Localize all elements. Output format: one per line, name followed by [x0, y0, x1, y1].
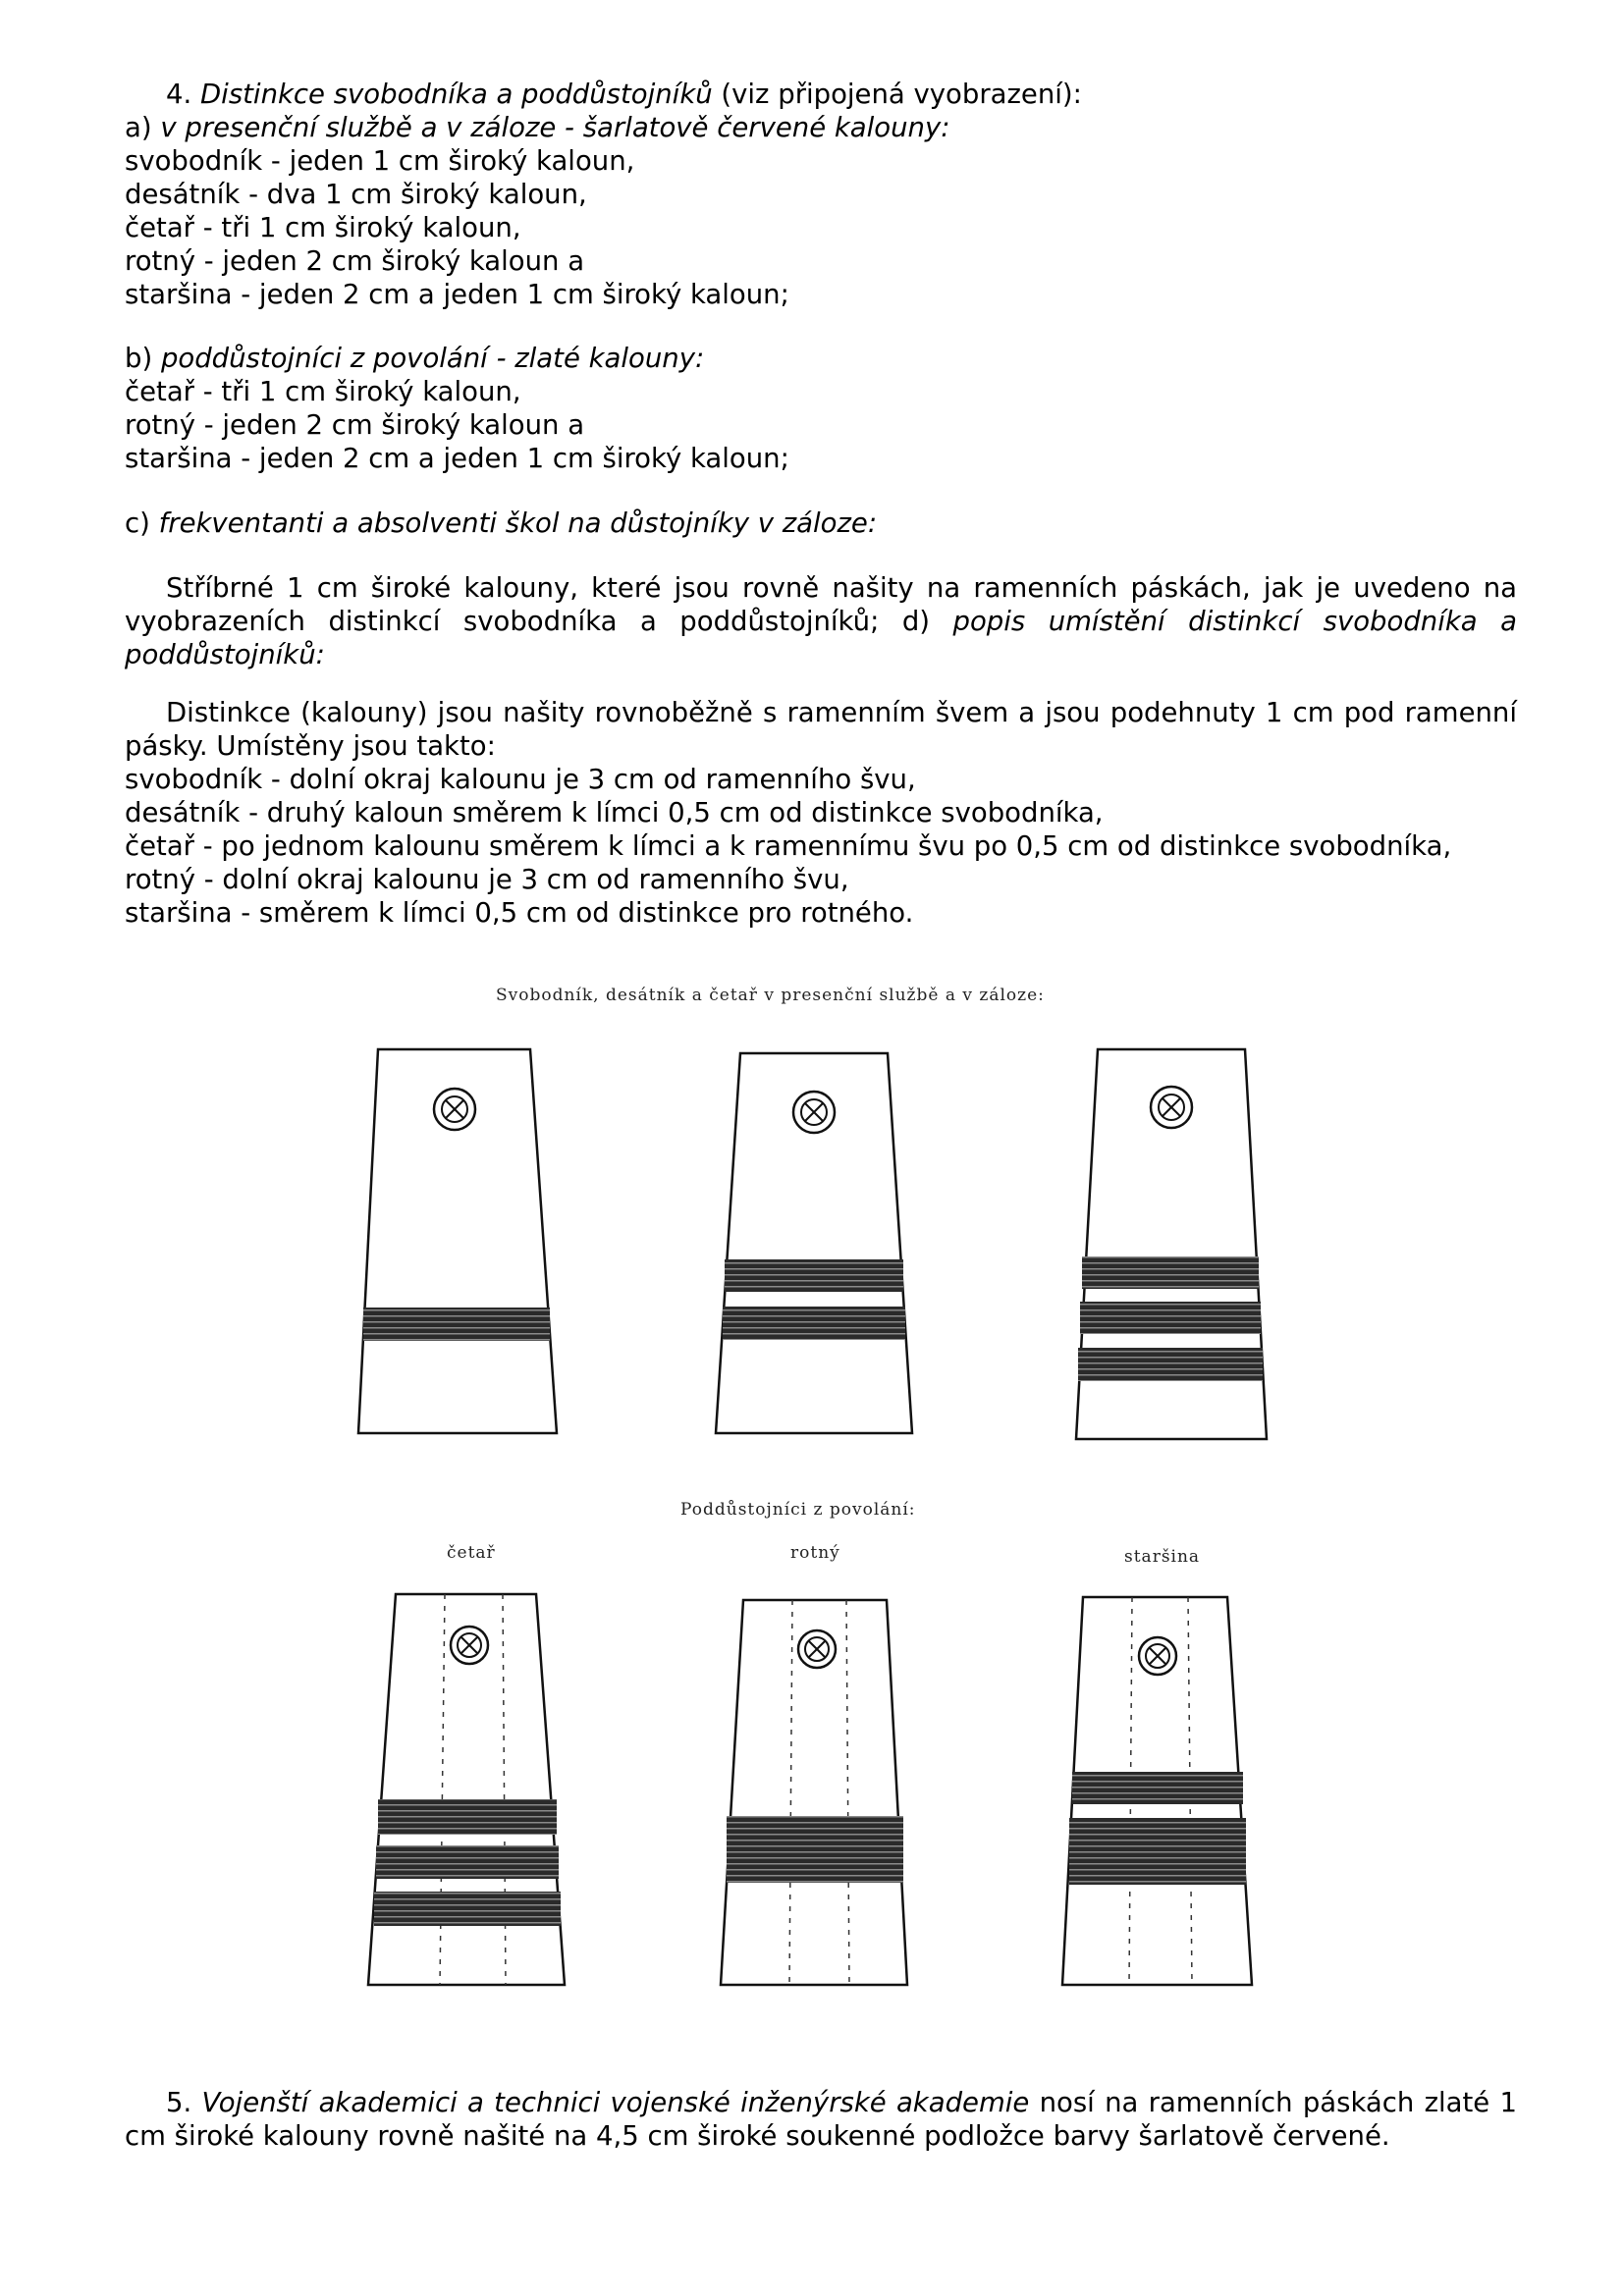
list-item: staršina - jeden 2 cm a jeden 1 cm široký kaloun;: [125, 279, 789, 310]
figure-caption-top: Svobodník, desátník a četař v presenční službě a v záloze:: [496, 986, 1045, 1005]
section-5-paragraph: 5. Vojenští akademici a technici vojenské inženýrské akademie nosí na ramenních páskách zlaté 1 cm široké kalouny rovně našité na 4,5 cm široké soukenné podložce barvy šarlatově červené.: [125, 2087, 1517, 2152]
list-item: rotný - jeden 2 cm široký kaloun a: [125, 409, 585, 441]
list-item: četař - tři 1 cm široký kaloun,: [125, 376, 521, 407]
stripe: [376, 1845, 559, 1879]
list-item: svobodník - jeden 1 cm široký kaloun,: [125, 145, 635, 177]
list-item: rotný - jeden 2 cm široký kaloun a: [125, 245, 585, 277]
list-item: staršina - jeden 2 cm a jeden 1 cm široký kaloun;: [125, 443, 789, 474]
epaulette-starsina: [1062, 1597, 1252, 1985]
section-4-heading: 4. Distinkce svobodníka a poddůstojníků (viz připojená vyobrazení):: [166, 79, 1082, 110]
stripe: [378, 1799, 557, 1835]
item-d-paragraph: Distinkce (kalouny) jsou našity rovnoběžně s ramenním švem a jsou podehnuty 1 cm pod ramenní pásky. Umístěny jsou takto:: [125, 697, 1517, 762]
button-icon: [1139, 1637, 1176, 1675]
item-c-paragraph: Stříbrné 1 cm široké kalouny, které jsou rovně našity na ramenních páskách, jak je uvedeno na vyobrazeních distinkcí svobodníka a poddůstojníků; d) popis umístění distinkcí svobodníka a poddůstojníků:: [125, 572, 1517, 670]
list-item: četař - po jednom kalounu směrem k límci a k ramennímu švu po 0,5 cm od distinkce svobodníka,: [125, 830, 1452, 862]
button-icon: [451, 1627, 488, 1664]
list-item: desátník - druhý kaloun směrem k límci 0,5 cm od distinkce svobodníka,: [125, 797, 1104, 828]
epaulette-rotny: [721, 1600, 907, 1985]
stripe: [1078, 1348, 1263, 1381]
item-b-heading: b) poddůstojníci z povolání - zlaté kalouny:: [125, 343, 705, 374]
epaulette-cetar: [1076, 1049, 1267, 1439]
stripe: [725, 1259, 903, 1292]
label-starsina: staršina: [1124, 1547, 1201, 1567]
list-item: desátník - dva 1 cm široký kaloun,: [125, 179, 587, 210]
stripe: [727, 1816, 903, 1883]
stripe: [363, 1308, 550, 1341]
stripe: [1072, 1772, 1243, 1804]
epaulette-cetar-career: [368, 1594, 565, 1985]
stripe: [1080, 1302, 1261, 1334]
epaulette-desatnik: [716, 1053, 912, 1433]
figure-caption-bottom: Poddůstojníci z povolání:: [680, 1500, 916, 1520]
list-item: četař - tři 1 cm široký kaloun,: [125, 212, 521, 243]
label-cetar: četař: [447, 1543, 496, 1563]
label-rotny: rotný: [790, 1543, 840, 1563]
stripe: [374, 1892, 561, 1926]
list-item: rotný - dolní okraj kalounu je 3 cm od ramenního švu,: [125, 864, 849, 895]
list-item: staršina - směrem k límci 0,5 cm od distinkce pro rotného.: [125, 897, 914, 929]
item-c-heading: c) frekventanti a absolventi škol na důstojníky v záloze:: [125, 507, 878, 539]
button-icon: [793, 1092, 835, 1133]
button-icon: [434, 1089, 475, 1130]
stripe: [1082, 1256, 1259, 1289]
list-item: svobodník - dolní okraj kalounu je 3 cm od ramenního švu,: [125, 764, 916, 795]
button-icon: [798, 1630, 836, 1668]
item-a-heading: a) v presenční službě a v záloze - šarlatově červené kalouny:: [125, 112, 950, 143]
stripe: [723, 1307, 905, 1340]
button-icon: [1151, 1087, 1192, 1128]
epaulette-svobodnik: [358, 1049, 557, 1433]
stripe: [1069, 1818, 1246, 1885]
